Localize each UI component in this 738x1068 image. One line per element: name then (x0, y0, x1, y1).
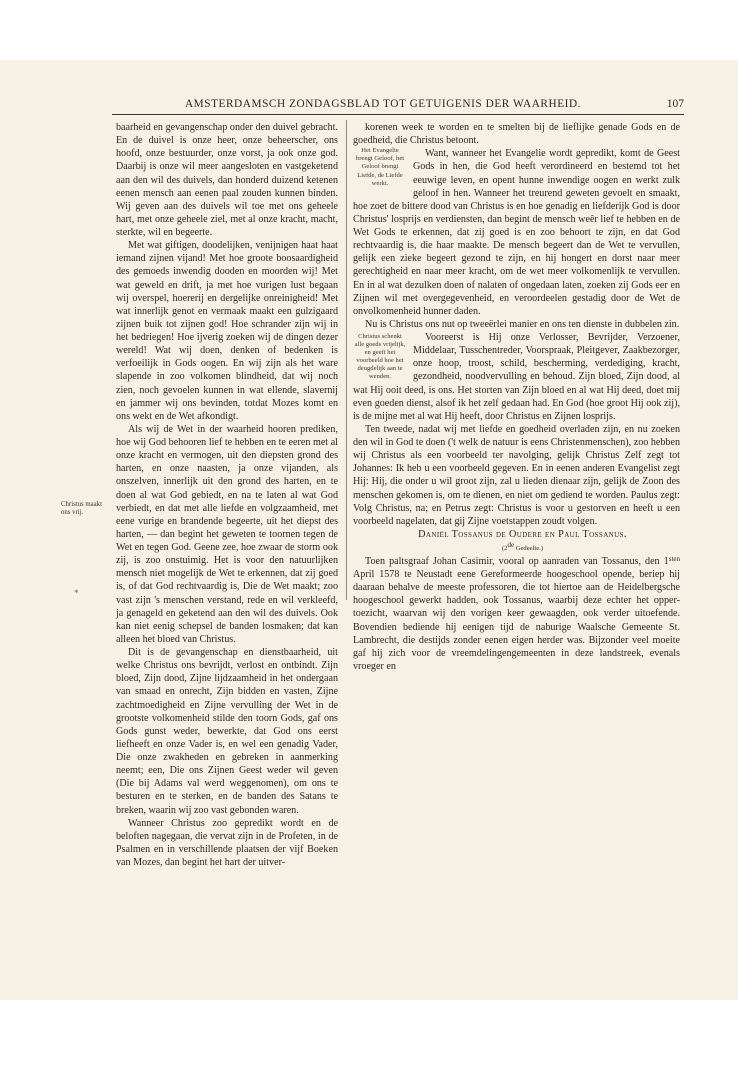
paragraph-text: April 1578 te Neustadt eene Gereformeerde hoogeschool opende, beriep hij daaraan behalve de meeste professoren, die tot hiertoe aan de Heidelbergsche hoogeschool gewerkt hadden, ook Tossanus, waarbij deze echter het opper-toezicht, waarvan wij den vorigen keer gewaagden, ook verder uitoefende. Bovendien bediende hij eenigen tijd de naburige Waalsche Gemeente St. Lambrecht, die destijds zonder eenen eigen herder was. Bijzonder veel moeite gaf hij zich voor de vreemdelingengemeenten in deze landstreek, evenals vroeger en (353, 569, 680, 672)
page-number: 107 (666, 98, 684, 110)
subtitle-ordinal: de (507, 540, 515, 549)
margin-note-christus-schenkt: Christus schenkt alle goeds vrijelijk, en geeft het voorbeeld hoe het deugdelijk aan te wenden. (354, 333, 406, 381)
right-paragraph: Want, wanneer het Evangelie wordt gepredikt, komt de Geest Gods in hen, die God heeft verordineerd en bestemd tot het eeuwige leven, en opent hunne inwendige oogen en werkt zulk geloof in hen. Wanneer het treurend geweten gevoelt en smaakt, hoe zoet de bittere dood van Christus is en hoe genadig en liefderijk God is door Christus' losprijs en verdiensten, dan begint de mensch weêr lief te hebben en de Wet Gods te erkennen, dat zij goed is en zoo behoort te zijn, en dat God rechtvaardig is, die haar maakte. De mensch begeert dan de Wet te vervullen, gelijk een zieke begeert gezond te zijn, en hij hongert en dorst naar meer gerechtigheid en naar meer kracht, om de wet meer volkomenlijk te vervullen. En in al wat dezulken doen of nalaten of ongedaan laten, zoeken zij Gods eer en Zijnen wil met overgegevenheid, en veroordeelen gestadig door de Wet de onvolkomenheid hunner daden. (353, 148, 680, 317)
header-title: AMSTERDAMSCH ZONDAGSBLAD TOT GETUIGENIS DER WAARHEID. (184, 98, 582, 110)
left-paragraph: Dit is de gevangenschap en dienstbaarheid, uit welke Christus ons bevrijdt, verlost en ontbindt. Zijn bloed, Zijn dood, Zijne lijdzaamheid in het ondergaan van smaad en onrecht, Zijn bidden en vasten, Zijne zachtmoedigheid en Zijne vervulling der Wet in de grootste volkomenheid stilde den toorn Gods, gaf ons Gods gunst weder, bewerkte, dat God ons eerst liefheeft en onze Vader is, en wel een genadig Vader, Die onze zwakheden en gebreken in aanmerking neemt; een, Die ons Zijnen Geest weder wil geven (Die bij Adams val werd weggenomen), om ons te besturen en te sterken, en de banden des Satans te breken, waarin wij zoo vast gebonden waren. (116, 647, 338, 816)
right-column (353, 121, 680, 673)
side-mark: * (74, 588, 79, 598)
header-rule (112, 114, 684, 115)
left-paragraph: baarheid en gevangenschap onder den duivel gebracht. En de duivel is onze heer, onze beheerscher, ons hoofd, onze bestuurder, onze vorst, ja ook onze god. Daarbij is onze wil meer aangesloten en vastgeketend aan den wil des duivels, dan honderd duizend ketenen eenen mensch aan eenen paal zouden kunnen binden. Wij geven aan des duivels wil toe met ons geheele hart, met onze geheele ziel, met al onze kracht, macht, sterkte, wil en begeerte. (116, 122, 338, 238)
left-paragraph: Als wij de Wet in der waarheid hooren prediken, hoe wij God behooren lief te hebben en te eeren met al onze kracht en vermogen, uit den diepsten grond des harten, en onze naasten, ja onze vijanden, als onszelven, innerlijk uit den grond des harten, en te doen al wat God gebiedt, en na te laten al wat God verbiedt, en dat met alle liefde en volgzaamheid, met eene vurige en brandende begeerte, uit het diepst des harten, — dan begint het geweten te toornen tegen de Wet en tegen God. Geene zee, hoe zwaar de storm ook zij, is zoo onstuimig. Het is voor den natuurlijken mensch niet mogelijk de Wet te erkennen, dat zij goed is, of dat God rechtvaardig is, Die de Wet maakt; zoo vast zijn 's menschen verstand, rede en wil verkleefd, ja genageld en geketend aan den wil des duivels. Ook kan niet eenig schepsel de banden losmaken; dat kan alleen het bloed van Christus. (116, 423, 338, 645)
date-ordinal: sten (668, 554, 680, 563)
section-subtitle: (2de Gedeelte.) (501, 540, 544, 552)
left-column (116, 121, 338, 869)
right-paragraph: Vooreerst is Hij onze Verlosser, Bevrijder, Verzoener, Middelaar, Tusschentreder, Voorspraak, Pleitgever, Zaakbezorger, onze hoop, troost, schild, bescherming, verdediging, kracht, gezondheid, noodvervulling en behoud. Zijn bloed, Zijn dood, al wat Hij ooit deed, is ons. Het storten van Zijn bloed en al wat Hij deed, doet mij even goeden dienst, alsof ik het zelf gedaan had. En God (hoe groot Hij ook zij), is de mijne met al wat Hij heeft, door Christus en Zijnen losprijs. (353, 332, 680, 422)
subtitle-number: 2 (504, 544, 508, 552)
column-divider (346, 120, 347, 600)
section-title: Daniël Tossanus de Oudere en Paul Tossanus. (418, 528, 627, 540)
right-paragraph: korenen week te worden en te smelten bij de lieflijke genade Gods en de goedheid, die Christus betoont. (353, 122, 680, 147)
left-paragraph: Wanneer Christus zoo gepredikt wordt en de beloften nagegaan, die vervat zijn in de Profeten, in de Psalmen en in verschillende plaatsen der vijf Boeken van Mozes, dan begint het hart der uitver- (116, 817, 338, 868)
left-paragraph: Met wat giftigen, doodelijken, venijnigen haat haat iemand zijnen vijand! Met hoe groote boosaardigheid des gemoeds inwendig dooden en moorden wij! Met wat geweld en drift, ja met hoe vurigen lust begaan wij overspel, hoererij en dergelijke onreinigheid! Met wat innerlijk genot en vermaak maakt een gulzigaard zijnen buik tot zijnen god! Hoe schrander zijn wij in het bedriegen! Hoe ijverig zoeken wij de dingen dezer wereld! Wat wij doen, denken of bedenken is verfoeilijk in Gods oogen. En wij zijn als het ware slapende in zoo volkomen blindheid, dat wij noch zien, noch gevoelen kunnen in wat ellende, slavernij en jammer wij ons bevinden, totdat Mozes komt en ons wekt en de Wet afkondigt. (116, 240, 338, 422)
right-paragraph: Nu is Christus ons nut op tweeërlei manier en ons ten dienste in dubbelen zin. (365, 318, 680, 330)
subtitle-text: Gedeelte. (515, 544, 541, 552)
side-note-christus-maakt-vrij: Christus maakt ons vrij. (61, 501, 102, 517)
right-paragraph: Ten tweede, nadat wij met liefde en goedheid overladen zijn, en nu zoeken den wil in God te doen ('t welk de natuur is eens Christenmenschen), zoo hebben wij Christus als een voorbeeld ter navolging, gelijk Christus Zelf zegt tot Johannes: Ik heb u een voorbeeld gegeven. En in eenen anderen Evangelist zegt Hij: Hij, die onder u wil groot zijn, zal u lieden dienaar zijn, gelijk de Zoon des menschen gekomen is, om te dienen, en niet om gediend te worden. Paulus zegt: Volg Christus, na; en Petrus zegt: Christus is voor u gestorven en heeft u een voorbeeld nagelaten, dat gij Zijne voetstappen zoudt volgen. (353, 423, 680, 527)
running-header (112, 98, 684, 114)
paragraph-text: Toen paltsgraaf Johan Casimir, vooral op aanraden van Tossanus, den 1 (365, 555, 669, 567)
right-paragraph (353, 553, 680, 673)
margin-note-evangelie: Het Evangelie brengt Geloof, het Geloof brengt Liefde, de Liefde werkt. (355, 147, 405, 187)
